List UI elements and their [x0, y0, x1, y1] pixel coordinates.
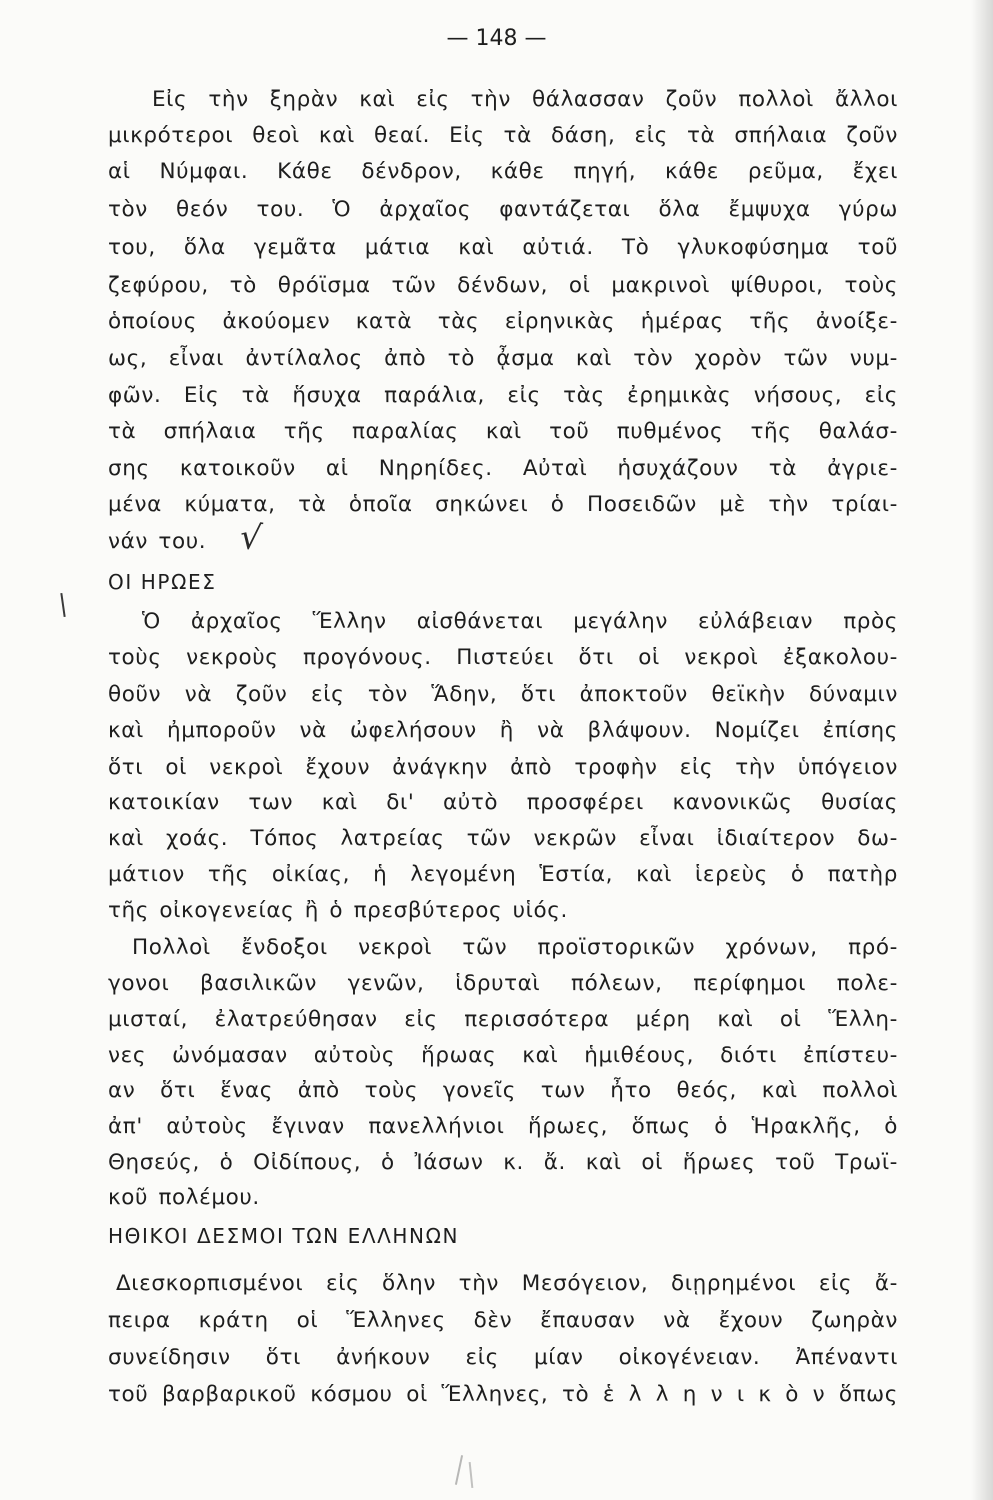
text-line: Ὁ ἀρχαῖος Ἕλλην αἰσθάνεται μεγάλην εὐλάβειαν πρὸς	[142, 609, 898, 634]
text-line-last: κοῦ πολέμου.	[108, 1185, 260, 1210]
handwritten-check-mark: √	[237, 516, 264, 560]
scan-speck	[60, 593, 65, 617]
page-edge-shadow	[971, 0, 993, 1500]
text-line: Πολλοὶ ἔνδοξοι νεκροὶ τῶν προϊστορικῶν χρόνων, πρό-	[132, 935, 898, 960]
text-line: αἱ Νύμφαι. Κάθε δένδρον, κάθε πηγή, κάθε ρεῦμα, ἔχει	[108, 159, 898, 184]
section-heading-moral-bonds: ΗΘΙΚΟΙ ΔΕΣΜΟΙ ΤΩΝ ΕΛΛΗΝΩΝ	[108, 1224, 460, 1248]
text-line: μικρότεροι θεοὶ καὶ θεαί. Εἰς τὰ δάση, εἰς τὰ σπήλαια ζοῦν	[108, 123, 898, 148]
text-line: μένα κύματα, τὰ ὁποῖα σηκώνει ὁ Ποσειδῶν μὲ τὴν τρίαι-	[108, 492, 898, 517]
text-line: Θησεύς, ὁ Οἰδίπους, ὁ Ἰάσων κ. ἄ. καὶ οἱ ἥρωες τοῦ Τρωϊ-	[108, 1150, 898, 1175]
text-line: μισταί, ἐλατρεύθησαν εἰς περισσότερα μέρη καὶ οἱ Ἕλλη-	[108, 1007, 898, 1032]
text-line: τὸν θεόν του. Ὁ ἀρχαῖος φαντάζεται ὅλα ἔμψυχα γύρω	[108, 197, 898, 222]
text-line: γονοι βασιλικῶν γενῶν, ἱδρυταὶ πόλεων, περίφημοι πολε-	[108, 971, 898, 996]
text-line: του, ὅλα γεμᾶτα μάτια καὶ αὐτιά. Τὸ γλυκοφύσημα τοῦ	[108, 235, 898, 260]
text-line: αν ὅτι ἕνας ἀπὸ τοὺς γονεῖς των ἦτο θεός, καὶ πολλοὶ	[108, 1078, 898, 1103]
text-line: ζεφύρου, τὸ θρόϊσμα τῶν δένδων, οἱ μακρινοὶ ψίθυροι, τοὺς	[108, 273, 898, 298]
text-line: ὁποίους ἀκούομεν κατὰ τὰς εἰρηνικὰς ἡμέρας τῆς ἀνοίξε-	[108, 309, 898, 334]
text-line: Διεσκορπισμένοι εἰς ὅλην τὴν Μεσόγειον, διῃρημένοι εἰς ἄ-	[116, 1271, 898, 1296]
text-line: ἀπ' αὐτοὺς ἔγιναν πανελλήνιοι ἥρωες, ὅπως ὁ Ἡρακλῆς, ὁ	[108, 1114, 898, 1139]
text-line: ὅτι οἱ νεκροὶ ἔχουν ἀνάγκην ἀπὸ τροφὴν εἰς τὴν ὑπόγειον	[108, 755, 898, 780]
text-line: συνείδησιν ὅτι ἀνήκουν εἰς μίαν οἰκογένειαν. Ἀπέναντι	[108, 1345, 898, 1370]
page-number: — 148 —	[446, 26, 547, 51]
scan-speck	[455, 1455, 463, 1485]
section-heading-heroes: ΟΙ ΗΡΩΕΣ	[108, 570, 217, 594]
text-line: νες ὠνόμασαν αὐτοὺς ἥρωας καὶ ἡμιθέους, διότι ἐπίστευ-	[108, 1043, 898, 1068]
text-line: τοὺς νεκροὺς προγόνους. Πιστεύει ὅτι οἱ νεκροὶ ἐξακολου-	[108, 645, 898, 670]
text-line: τὰ σπήλαια τῆς παραλίας καὶ τοῦ πυθμένος τῆς θαλάσ-	[108, 419, 898, 444]
text-line: ως, εἶναι ἀντίλαλος ἀπὸ τὸ ᾆσμα καὶ τὸν χορὸν τῶν νυμ-	[108, 346, 898, 371]
text-line: καὶ χοάς. Τόπος λατρείας τῶν νεκρῶν εἶναι ἰδιαίτερον δω-	[108, 826, 898, 851]
text-line: θοῦν νὰ ζοῦν εἰς τὸν Ἅδην, ὅτι ἀποκτοῦν θεϊκὴν δύναμιν	[108, 682, 898, 707]
text-line-last: τῆς οἰκογενείας ἢ ὁ πρεσβύτερος υἱός.	[108, 898, 568, 923]
text-line: σης κατοικοῦν αἱ Νηρηίδες. Αὐταὶ ἡσυχάζουν τὰ ἀγριε-	[108, 456, 898, 481]
scan-speck	[469, 1462, 474, 1488]
text-line: πειρα κράτη οἱ Ἕλληνες δὲν ἔπαυσαν νὰ ἔχουν ζωηρὰν	[108, 1308, 898, 1333]
text-line: κατοικίαν των καὶ δι' αὐτὸ προσφέρει κανονικῶς θυσίας	[108, 790, 898, 815]
text-line: τοῦ βαρβαρικοῦ κόσμου οἱ Ἕλληνες, τὸ ἑ λ λ η ν ι κ ὸ ν ὅπως	[108, 1382, 898, 1407]
text-line: Εἰς τὴν ξηρὰν καὶ εἰς τὴν θάλασσαν ζοῦν πολλοὶ ἄλλοι	[152, 87, 898, 112]
text-line: μάτιον τῆς οἰκίας, ἡ λεγομένη Ἑστία, καὶ ἱερεὺς ὁ πατὴρ	[108, 862, 898, 887]
text-line: φῶν. Εἰς τὰ ἥσυχα παράλια, εἰς τὰς ἐρημικὰς νήσους, εἰς	[108, 383, 898, 408]
text-line-last: νάν του.	[108, 529, 207, 554]
text-line: καὶ ἠμποροῦν νὰ ὠφελήσουν ἢ νὰ βλάψουν. Νομίζει ἐπίσης	[108, 718, 898, 743]
